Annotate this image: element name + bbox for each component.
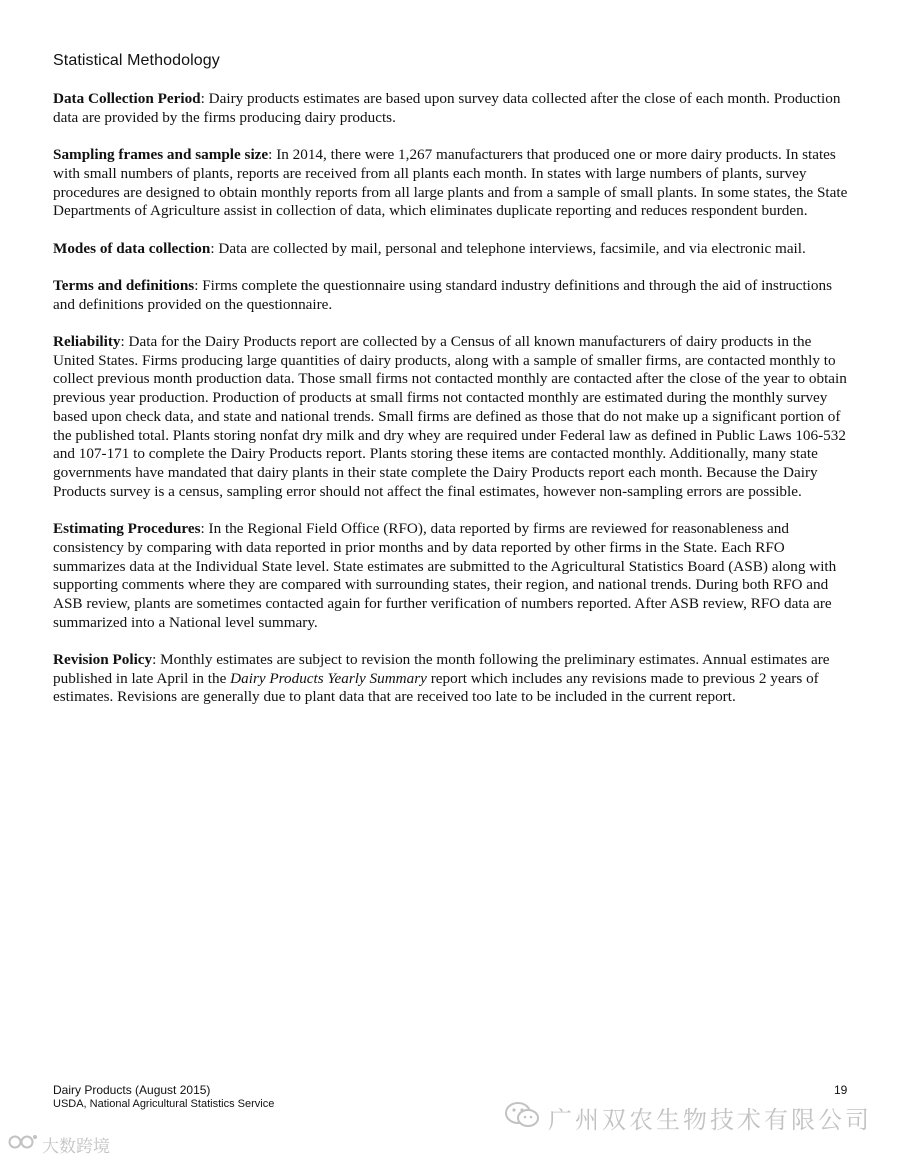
footer-report-title: Dairy Products (August 2015) <box>53 1083 211 1097</box>
paragraph-revision-policy <box>53 651 853 707</box>
paragraph-estimating-procedures <box>53 520 853 632</box>
paragraph-sampling-frames <box>53 146 853 221</box>
paragraph-label: Data Collection Period <box>53 90 201 107</box>
paragraph-text: report which includes any revisions made to previous 2 years of estimates. Revisions are generally due to plant data that are received too late to be included in the current report. <box>53 669 819 706</box>
watermark-brand-text: 大数跨境 <box>42 1137 110 1157</box>
paragraph-label: Revision Policy <box>53 651 153 668</box>
paragraph-label: Reliability <box>53 333 121 351</box>
paragraph-label: Modes of data collection <box>53 239 211 257</box>
report-title-italic: Dairy Products Yearly Summary <box>230 669 427 687</box>
paragraph-modes-of-data-collection <box>53 240 853 259</box>
page-heading: Statistical Methodology <box>53 52 220 69</box>
page-number: 19 <box>834 1083 848 1097</box>
page-footer <box>53 1083 274 1111</box>
paragraph-label: Terms and definitions <box>53 276 195 294</box>
watermark-brand <box>8 1132 110 1157</box>
paragraph-label: Sampling frames and sample size <box>53 146 269 164</box>
paragraph-text: : Firms complete the questionnaire using standard industry definitions and through the aid of instructions and definitions provided on the questionnaire. <box>53 276 832 313</box>
paragraph-data-collection-period <box>53 90 853 127</box>
paragraph-text: : In the Regional Field Office (RFO), data reported by firms are reviewed for reasonableness and consistency by comparing with data reported in prior months and by data reported by other firms in the State. Each RFO summarizes data at the Individual State level. State estimates are submitted to the Agricultural Statistics Board (ASB) along with supporting comments where they are compared with surrounding states, their region, and national trends. During both RFO and ASB review, plants are sometimes contacted again for further verification of numbers reported. After ASB review, RFO data are summarized into a National level summary. <box>53 520 837 631</box>
paragraph-text: : Data are collected by mail, personal and telephone interviews, facsimile, and via electronic mail. <box>210 239 806 257</box>
footer-agency: USDA, National Agricultural Statistics Service <box>53 1098 275 1110</box>
paragraph-text: : In 2014, there were 1,267 manufacturers that produced one or more dairy products. In states with small numbers of plants, reports are received from all plants each month. In states with large numbers of plants, survey procedures are designed to obtain monthly reports from all large plants and from a sample of small plants. In some states, the State Departments of Agriculture assist in collection of data, which eliminates duplicate reporting and reduces respondent burden. <box>53 146 848 220</box>
paragraph-text: : Data for the Dairy Products report are collected by a Census of all known manufacturers of dairy products in the United States. Firms producing large quantities of dairy products, along with a sample of smaller firms, are contacted monthly to collect previous month production data. Those small firms not contacted monthly are contacted after the close of the year to obtain previous year production. Production of products at small firms not contacted monthly are estimated during the monthly survey based upon check data, and state and national trends. Small firms are defined as those that do not make up a significant portion of the published total. Plants storing nonfat dry milk and dry whey are required under Federal law as defined in Public Laws 106-532 and 107-171 to complete the Dairy Products report. Plants storing these items are contacted monthly. Additionally, many state governments have mandated that dairy plants in their state complete the Dairy Products report each month. Because the Dairy Products survey is a census, sampling error should not affect the final estimates, however non-sampling errors are possible. <box>53 333 847 500</box>
methodology-body <box>53 90 853 726</box>
logo-icon <box>8 1133 38 1156</box>
paragraph-terms-and-definitions <box>53 277 853 314</box>
watermark-company <box>504 1100 872 1135</box>
paragraph-text: : Dairy products estimates are based upon survey data collected after the close of each month. Production data are provided by the firms producing dairy products. <box>53 90 841 126</box>
wechat-icon <box>504 1101 540 1135</box>
watermark-company-text: 广州双农生物技术有限公司 <box>548 1106 872 1134</box>
paragraph-label: Estimating Procedures <box>53 520 201 538</box>
paragraph-text: : Monthly estimates are subject to revision the month following the preliminary estimates. Annual estimates are published in late April in the <box>53 651 830 687</box>
paragraph-reliability <box>53 333 853 501</box>
